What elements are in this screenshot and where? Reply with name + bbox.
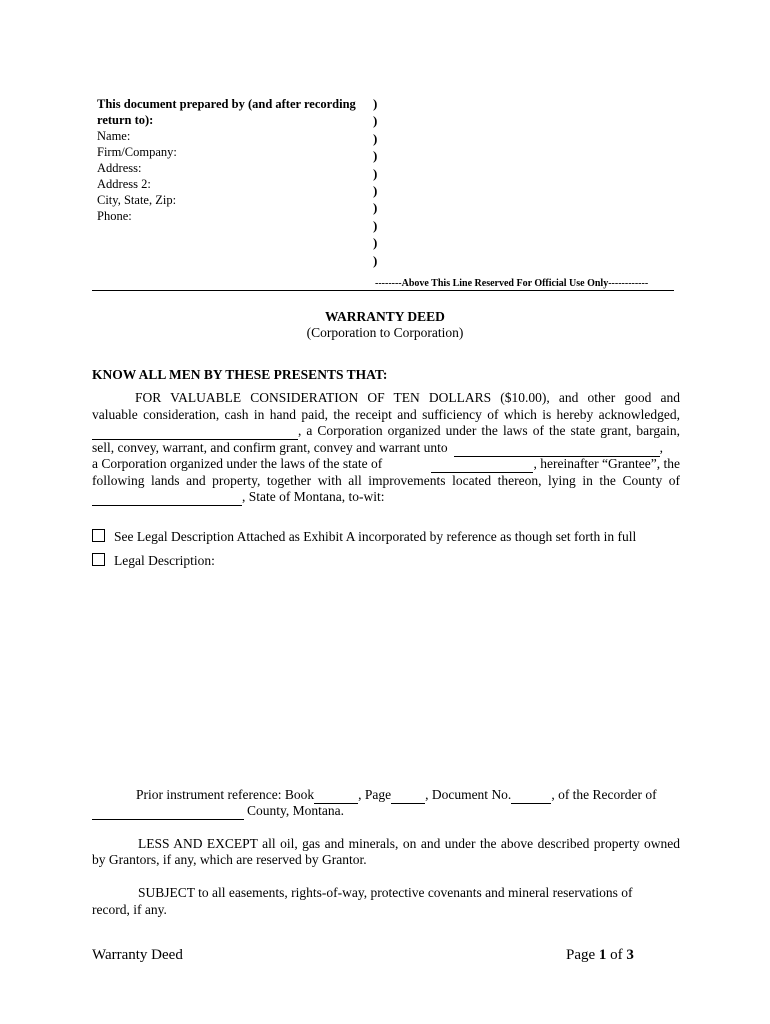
page-prefix: Page bbox=[566, 947, 599, 963]
grantor-organized-text: , a Corporation organized under the laws of the state grant, bargain, bbox=[298, 423, 680, 438]
grantee-designation-text: , hereinafter “Grantee”, the bbox=[533, 456, 680, 471]
paren-column bbox=[373, 95, 383, 269]
consideration-line7 bbox=[92, 489, 384, 506]
document-subtitle: (Corporation to Corporation) bbox=[306, 325, 464, 340]
grantor-blank[interactable] bbox=[92, 427, 298, 440]
legal-description-checkbox[interactable] bbox=[92, 553, 105, 566]
reserved-notice: --------Above This Line Reserved For Official Use Only------------ bbox=[375, 278, 649, 289]
field-name-label: Name: bbox=[97, 129, 131, 143]
prior-book-text: Prior instrument reference: Book bbox=[136, 787, 315, 802]
field-phone-label: Phone: bbox=[97, 209, 132, 223]
state-of-text: a Corporation organized under the laws of the state of bbox=[92, 456, 383, 471]
county-blank[interactable] bbox=[92, 493, 242, 506]
reserved-divider bbox=[92, 290, 674, 291]
footer-page-number bbox=[566, 947, 634, 964]
prior-instrument-line1 bbox=[136, 787, 657, 804]
current-page: 1 bbox=[598, 947, 607, 963]
field-address2-label: Address 2: bbox=[97, 177, 151, 191]
prepared-by-fields bbox=[97, 128, 177, 224]
know-all-heading: KNOW ALL MEN BY THESE PRESENTS THAT: bbox=[92, 367, 388, 382]
paren-mark: ) bbox=[373, 217, 378, 233]
grantee-blank[interactable] bbox=[454, 444, 660, 457]
prepared-by-line1: This document prepared by (and after recording bbox=[97, 97, 356, 111]
prepared-by-heading bbox=[97, 96, 356, 128]
legal-description-label: Legal Description: bbox=[114, 553, 215, 568]
subject-to-line1: SUBJECT to all easements, rights-of-way, protective covenants and mineral reservations of bbox=[138, 885, 633, 900]
paren-mark: ) bbox=[373, 148, 378, 164]
consideration-line4 bbox=[92, 440, 680, 457]
total-pages: 3 bbox=[626, 947, 634, 963]
paren-mark: ) bbox=[373, 165, 378, 181]
less-except-line1: LESS AND EXCEPT all oil, gas and minerals, on and under the above described property owned bbox=[138, 836, 680, 851]
document-no-blank[interactable] bbox=[511, 791, 551, 804]
paren-mark: ) bbox=[373, 130, 378, 146]
exhibit-a-label: See Legal Description Attached as Exhibit A incorporated by reference as though set forth in full bbox=[114, 529, 637, 544]
paren-mark: ) bbox=[373, 200, 378, 216]
prior-instrument-line2 bbox=[92, 803, 344, 820]
recorder-county-blank[interactable] bbox=[92, 807, 244, 820]
document-title: WARRANTY DEED bbox=[325, 309, 445, 324]
paren-mark: ) bbox=[373, 96, 378, 111]
page-of: of bbox=[606, 947, 627, 963]
consideration-line3 bbox=[92, 423, 680, 440]
paren-mark: ) bbox=[373, 252, 378, 268]
prior-docno-text: , Document No. bbox=[425, 787, 512, 802]
field-city-state-zip-label: City, State, Zip: bbox=[97, 193, 177, 207]
county-montana-text: County, Montana. bbox=[247, 803, 344, 818]
paren-mark: ) bbox=[373, 235, 378, 251]
consideration-line6: following lands and property, together with all improvements located thereon, lying in the County of bbox=[92, 473, 680, 488]
legal-description-option[interactable] bbox=[92, 553, 215, 570]
consideration-line1: FOR VALUABLE CONSIDERATION OF TEN DOLLARS ($10.00), and other good and bbox=[135, 390, 680, 405]
prepared-by-line2: return to): bbox=[97, 113, 154, 127]
exhibit-a-checkbox[interactable] bbox=[92, 529, 105, 542]
footer-document-name: Warranty Deed bbox=[92, 947, 183, 963]
paren-mark: ) bbox=[373, 113, 378, 129]
consideration-line5 bbox=[92, 456, 680, 473]
state-montana-text: , State of Montana, to-wit: bbox=[242, 489, 385, 504]
field-firm-label: Firm/Company: bbox=[97, 145, 177, 159]
exhibit-a-option[interactable] bbox=[92, 529, 636, 546]
convey-text: sell, convey, warrant, and confirm grant, convey and warrant unto bbox=[92, 440, 448, 455]
book-blank[interactable] bbox=[314, 791, 358, 804]
subject-to-line2: record, if any. bbox=[92, 902, 167, 917]
field-address-label: Address: bbox=[97, 161, 142, 175]
page-blank[interactable] bbox=[391, 791, 425, 804]
paren-mark: ) bbox=[373, 183, 378, 199]
less-except-line2: by Grantors, if any, which are reserved by Grantor. bbox=[92, 852, 367, 867]
prior-recorder-text: , of the Recorder of bbox=[551, 787, 657, 802]
state-blank[interactable] bbox=[431, 460, 533, 473]
consideration-line2: valuable consideration, cash in hand paid, the receipt and sufficiency of which is hereby acknowledged, bbox=[92, 407, 680, 422]
prior-page-text: , Page bbox=[358, 787, 392, 802]
grantee-comma: , bbox=[659, 440, 663, 455]
